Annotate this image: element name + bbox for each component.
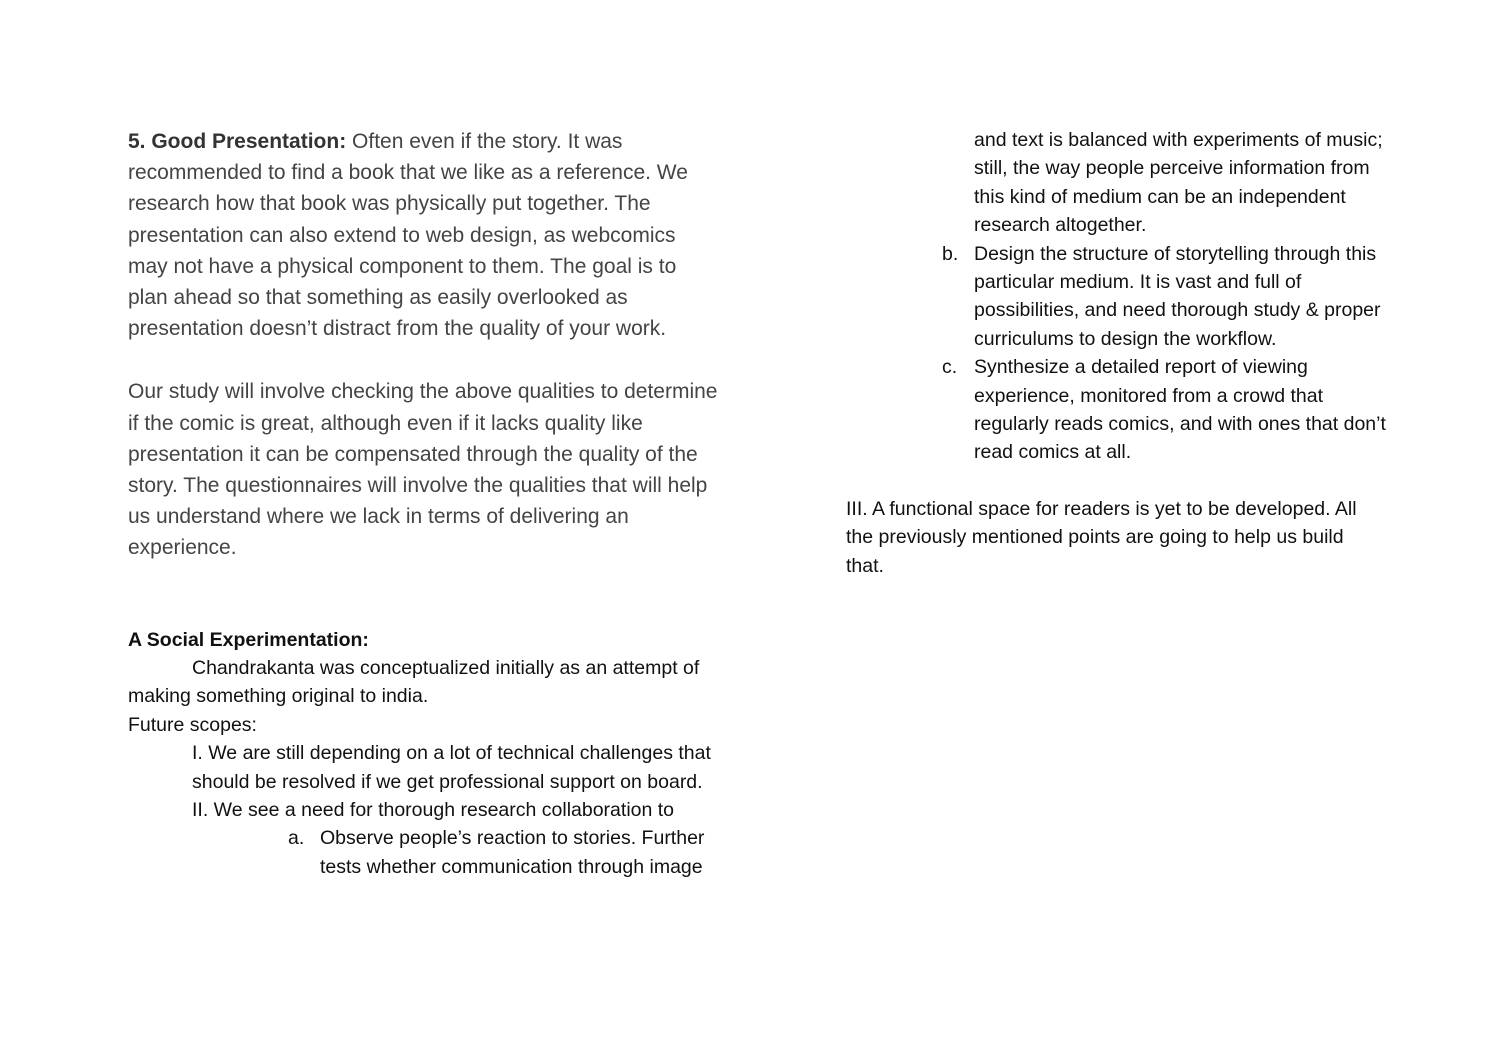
list-item-b-text: Design the structure of storytelling through this particular medium. It is vast and full of possibilities, and need thorough study & proper curriculums to design the workflow. [974,242,1381,350]
list-marker-a: a. [288,827,305,850]
list-item-a-text: Observe people’s reaction to stories. Further tests whether communication through image [320,827,705,878]
list-item-a-continued-text: and text is balanced with experiments of music; still, the way people perceive information from this kind of medium can be an independent research altogether. [974,129,1383,237]
social-experimentation-heading: A Social Experimentation: [128,628,369,651]
study-paragraph: Our study will involve checking the above qualities to determine if the comic is great, although even if it lacks quality like presentation it can be compensated through the quality of the story. The questionnaires will involve the qualities that will help us understand where we lack in terms of delivering an experience. [128,380,718,560]
future-scopes-label: Future scopes: [128,713,257,736]
future-scope-1: I. We are still depending on a lot of technical challenges that should be resolved if we get professional support on board. [192,742,711,793]
list-marker-c: c. [942,356,958,379]
list-item-b [942,240,1386,354]
good-presentation-paragraph [128,126,718,344]
good-presentation-text: Often even if the story. It was recommended to find a book that we like as a reference. We research how that book was physically put together. The presentation can also extend to web design, as webcomics may not have a physical component to them. The goal is to plan ahead so that something as easily overlooked as presentation doesn’t distract from the quality of your work. [128,130,688,341]
future-scope-2: II. We see a need for thorough research collaboration to [192,799,675,822]
list-item-c [942,353,1386,467]
right-column [846,126,1386,580]
list-item-a [288,824,718,881]
good-presentation-heading: 5. Good Presentation: [128,130,347,153]
left-column [128,126,718,881]
social-experimentation-text: Chandrakanta was conceptualized initially as an attempt of making something original to india. [128,657,700,708]
list-marker-b: b. [942,242,959,265]
list-item-a-continued [942,126,1386,240]
future-scope-3: III. A functional space for readers is yet to be developed. All the previously mentioned points are going to help us build that. [846,497,1357,577]
list-item-c-text: Synthesize a detailed report of viewing experience, monitored from a crowd that regularly reads comics, and with ones that don’t read comics at all. [974,356,1386,464]
